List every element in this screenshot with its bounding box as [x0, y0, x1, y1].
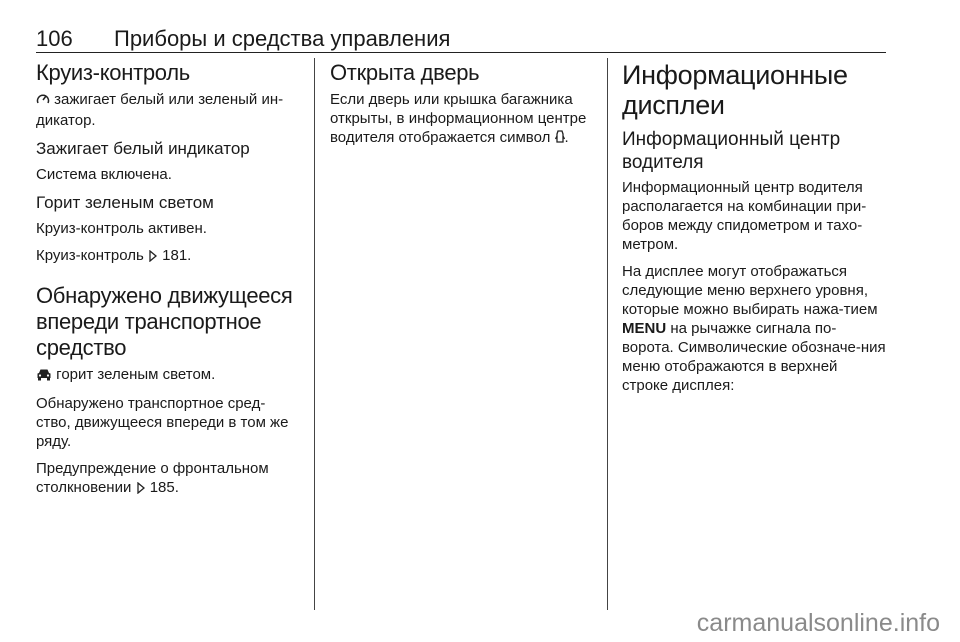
white-indicator-text: Система включена. — [36, 166, 172, 183]
vehicle-ahead-p1: Обнаружено транспортное сред-ство, движущееся впереди в том же ряду. — [36, 395, 289, 450]
green-indicator-text: Круиз-контроль активен. — [36, 220, 207, 237]
driver-info-center-p2 — [622, 262, 886, 395]
column-divider-1 — [314, 58, 315, 610]
reference-page: 181. — [162, 247, 192, 264]
green-indicator-heading: Горит зеленым светом — [36, 193, 214, 212]
vehicle-ahead-desc-text: горит зеленым светом. — [56, 366, 216, 383]
dic-p2-start: На дисплее могут отображаться следующие меню верхнего уровня, которые можно выбирать нажа-тием — [622, 263, 878, 318]
collision-warning-page: 185. — [149, 479, 179, 496]
vehicle-ahead-p2 — [36, 459, 298, 499]
column-divider-2 — [607, 58, 608, 610]
door-open-icon — [555, 130, 565, 149]
door-open-title: Открыта дверь — [330, 60, 480, 85]
driver-info-center-p1: Информационный центр водителя располагается на комбинации при-боров между спидометром и тахо-метром. — [622, 179, 867, 253]
page-reference-icon — [136, 480, 146, 499]
collision-warning-text: Предупреждение о фронтальном столкновении — [36, 460, 269, 496]
page-reference-icon — [148, 248, 158, 267]
menu-button-label: MENU — [622, 320, 667, 337]
page-number: 106 — [36, 26, 73, 51]
info-displays-title: Информационные дисплеи — [622, 60, 848, 120]
reference-text: Круиз-контроль — [36, 247, 144, 264]
dic-p2-end: на рычажке сигнала по-ворота. Символические обозначе-ния меню отображаются в верхней строке дисплея: — [622, 320, 886, 394]
door-open-desc: Если дверь или крышка багажника открыты, в информационном центре водителя отображается символ — [330, 91, 587, 146]
watermark: carmanualsonline.info — [696, 609, 940, 637]
page-header — [36, 24, 886, 53]
cruise-control-icon — [36, 92, 50, 111]
column-2 — [330, 60, 592, 157]
vehicle-ahead-title: Обнаружено движущееся впереди транспортное средство — [36, 283, 293, 360]
cruise-control-title: Круиз-контроль — [36, 60, 190, 85]
door-open-text — [330, 90, 592, 149]
column-3 — [622, 60, 886, 403]
page-title: Приборы и средства управления — [114, 26, 451, 51]
cruise-control-reference — [36, 246, 298, 267]
vehicle-ahead-desc — [36, 365, 298, 386]
cruise-control-desc-text: зажигает белый или зеленый ин-дикатор. — [36, 91, 284, 129]
driver-info-center-title: Информационный центр водителя — [622, 129, 841, 173]
vehicle-ahead-icon — [36, 367, 52, 386]
column-1 — [36, 60, 298, 507]
white-indicator-heading: Зажигает белый индикатор — [36, 139, 250, 158]
cruise-control-desc — [36, 90, 298, 130]
door-open-period: . — [564, 129, 569, 146]
